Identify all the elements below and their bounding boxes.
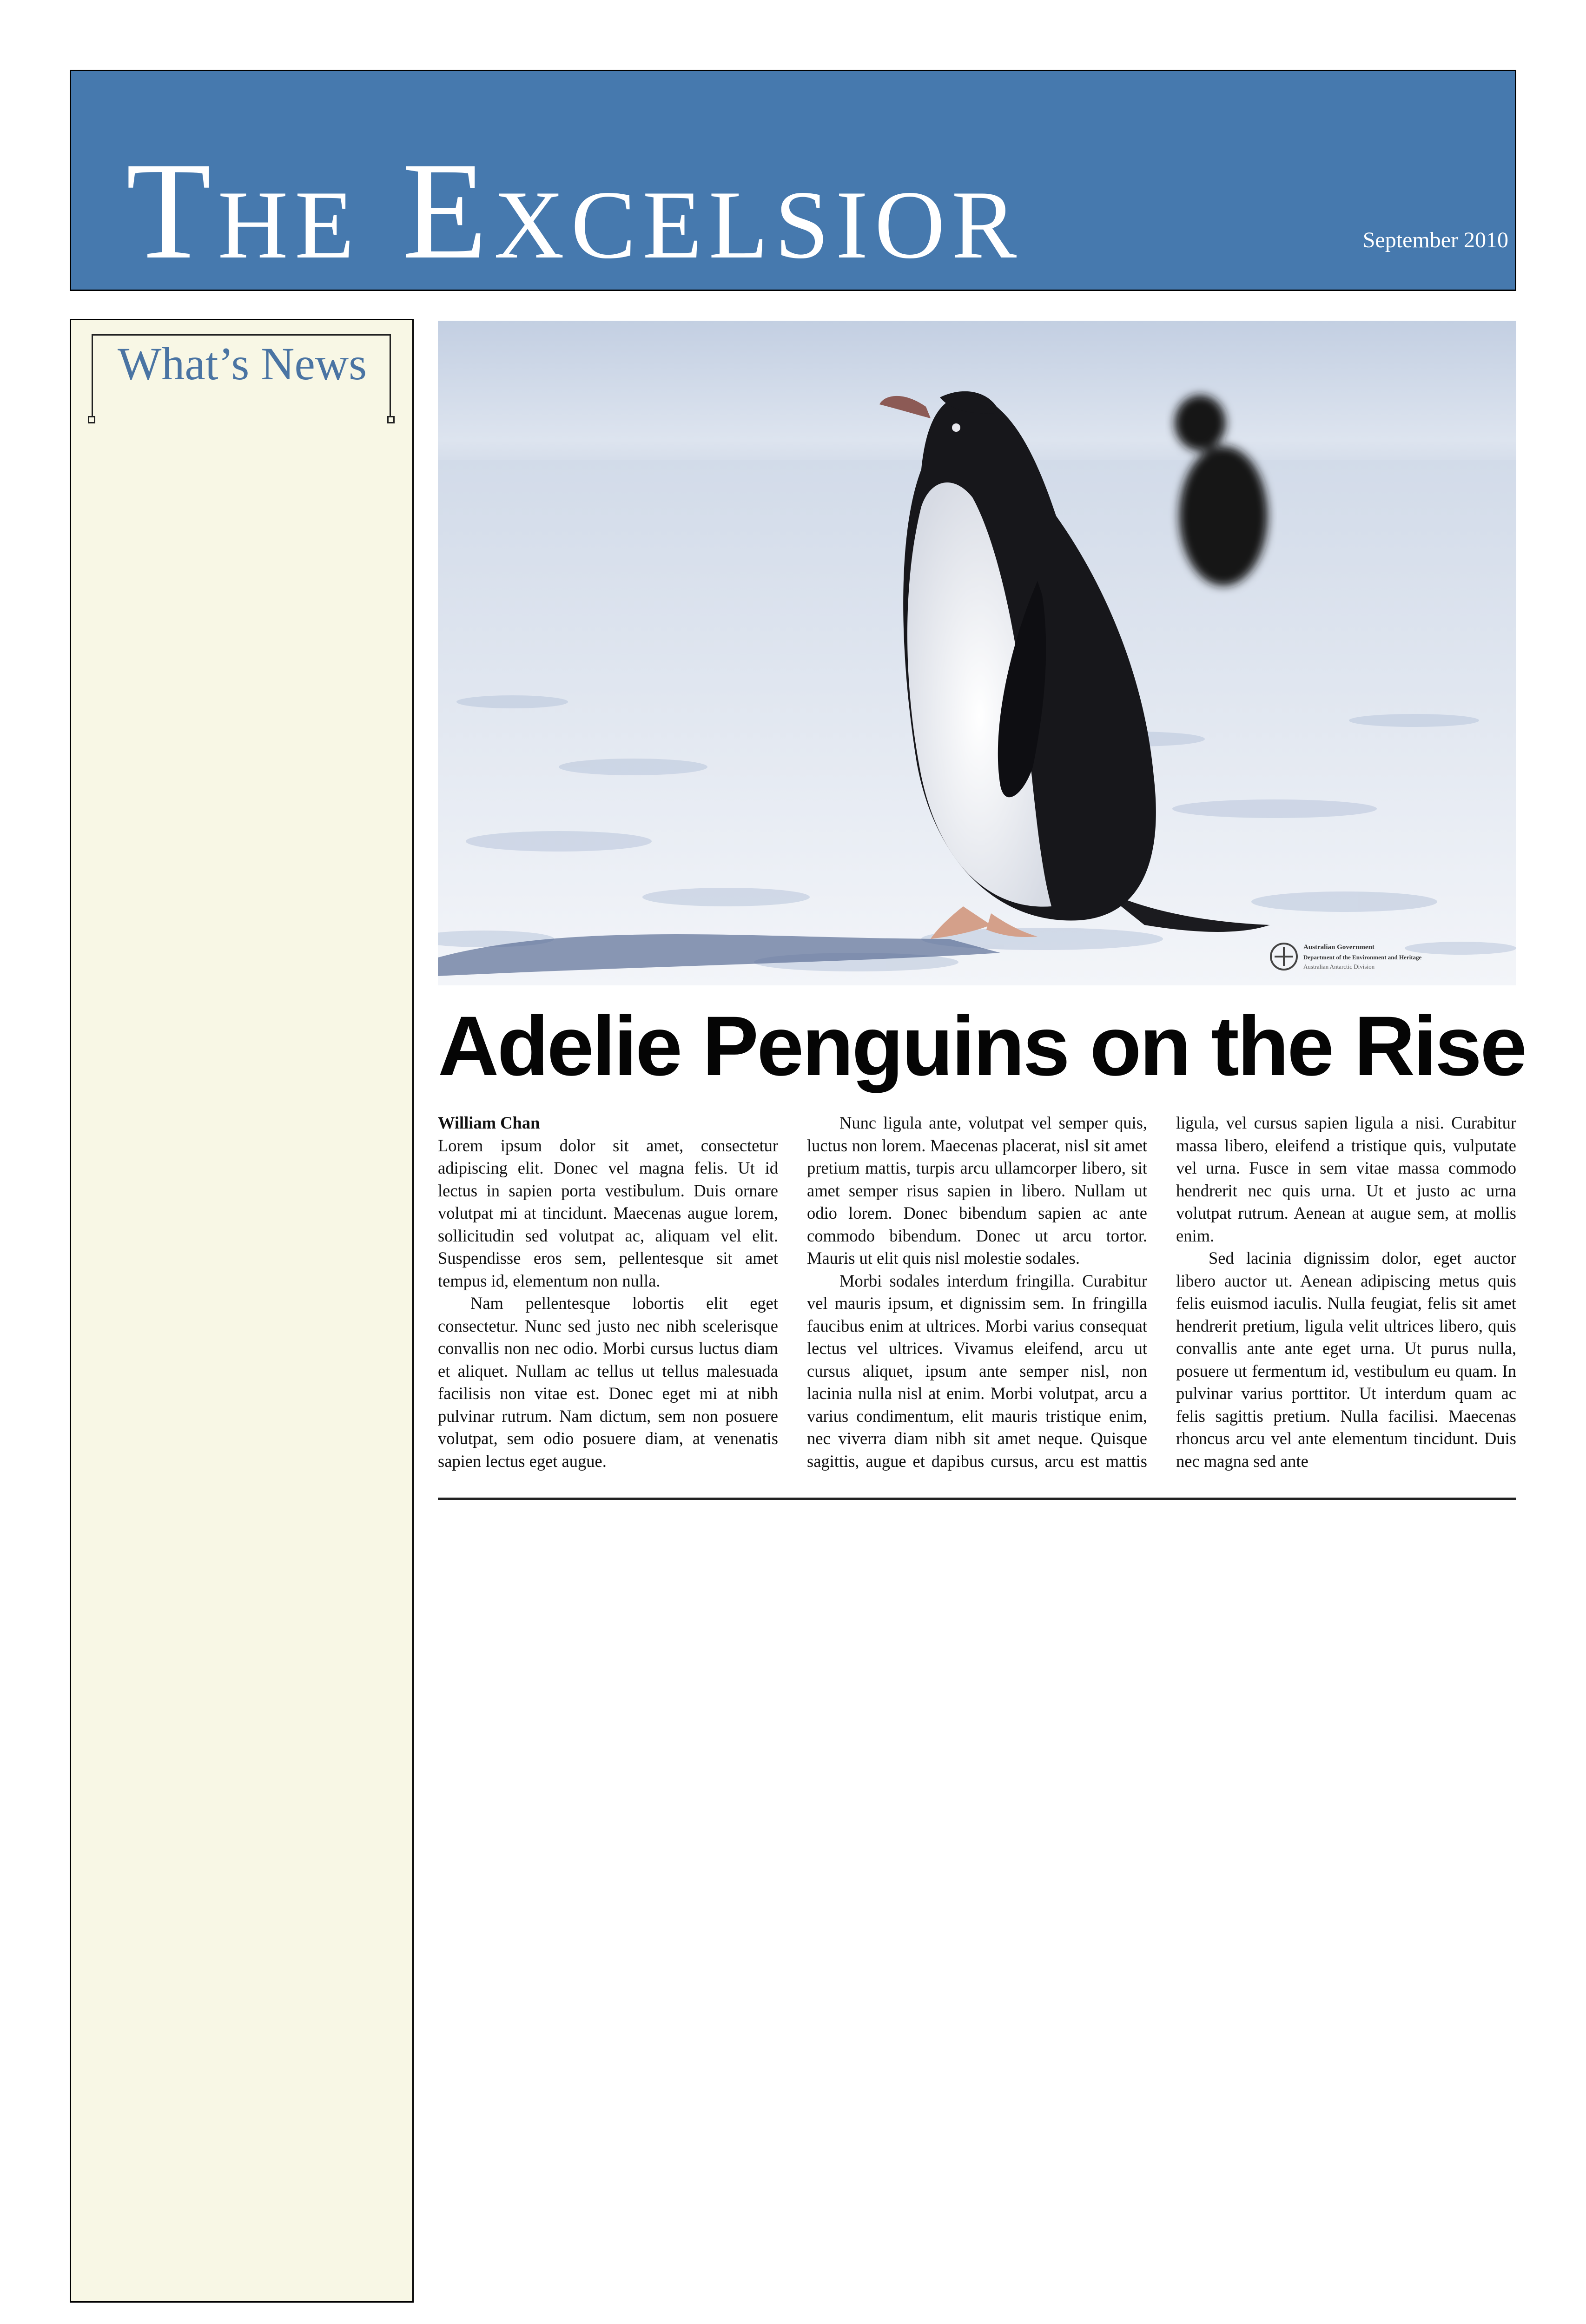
article-paragraph-2: Nam pellentesque lobortis elit eget consectetur. Nunc sed justo nec nibh scelerisque convallis non nec odio. Morbi cursus luctus diam et aliquet. Nullam ac tellus ut tellus malesuada facilisis non vitae est. Donec eget mi at nibh pulvinar rutrum. Nam dictum, sem non posuere volutpat, sem odio posuere diam, at venenatis sapien lectus eget augue.: [438, 1294, 778, 1471]
article-body: [438, 1112, 1516, 1489]
credit-line-2: Department of the Environment and Heritage: [1303, 954, 1422, 961]
issue-date: September 2010: [1362, 228, 1508, 252]
penguin-photo: [438, 321, 1516, 985]
article-paragraph-5: Sed lacinia dignissim dolor, eget auctor libero auctor ut. Aenean adipiscing metus quis felis euismod iaculis. Nulla feugiat, felis sit amet hendrerit pretium, ligula velit ultrices libero, quis convallis ante ante eget urna. Ut purus nulla, posuere ut fermentum id, vestibulum eu quam. In pulvinar varius porttitor. Ut interdum quam ac felis sagittis pretium. Nulla facilisi. Maecenas rhoncus arcu vel ante elementum tincidunt. Duis nec magna sed ante: [1176, 1248, 1516, 1471]
article-paragraph-1: [438, 1112, 778, 1292]
frame-handle-right[interactable]: [387, 416, 395, 423]
article-bottom-rule: [438, 1498, 1516, 1500]
newspaper-title: The Excelsior: [126, 133, 1024, 288]
whats-news-sidebar: [70, 319, 414, 2303]
sidebar-title: What’s News: [118, 338, 367, 390]
article-headline: Adelie Penguins on the Rise: [438, 998, 1526, 1093]
paragraph-1-text: Lorem ipsum dolor sit amet, consectetur adipiscing elit. Donec vel magna felis. Ut id lectus in sapien porta vestibulum. Duis ornare volutpat mi at tincidunt. Maecenas augue lorem, sollicitudin sed volutpat ac, aliquam vel elit. Suspendisse eros sem, pellentesque sit amet tempus id, elementum non nulla.: [438, 1136, 778, 1290]
frame-handle-left[interactable]: [88, 416, 95, 423]
article-paragraph-4: Morbi sodales interdum fringilla. Curabitur vel mauris ipsum, et dignissim sem. In fringilla faucibus enim at ultrices. Morbi varius consequat lectus vel ultrices. Vivamus eleifend, arcu ut cursus aliquet, ipsum ante semper nisl, non lacinia nulla nisl at enim. Morbi volutpat, arcu a varius condimentum, elit mauris tristique enim, nec viverra diam nibh sit amet neque. Quisque sagittis, augue et dapibus cursus, arcu est mattis ligula, vel cursus sapien ligula a nisi. Curabitur massa libero, eleifend a tristique quis, vulputate vel urna. Fusce in sem vitae massa commodo hendrerit nec quis urna. Ut et justo ac urna volutpat rutrum. Aenean at augue sem, at mollis enim.: [807, 1113, 1516, 1471]
article-paragraph-3: Nunc ligula ante, volutpat vel semper quis, luctus non lorem. Maecenas placerat, nisl sit amet pretium mattis, turpis arcu ullamcorper libero, sit amet semper risus sapien in libero. Nullam ut odio lorem. Donec bibendum sapien ac ante commodo bibendum. Donec ut arcu tortor. Mauris ut elit quis nisl molestie sodales.: [807, 1113, 1147, 1268]
credit-line-1: Australian Government: [1303, 944, 1375, 951]
credit-line-3: Australian Antarctic Division: [1303, 963, 1375, 970]
masthead: [70, 70, 1516, 291]
byline: William Chan: [438, 1113, 540, 1132]
